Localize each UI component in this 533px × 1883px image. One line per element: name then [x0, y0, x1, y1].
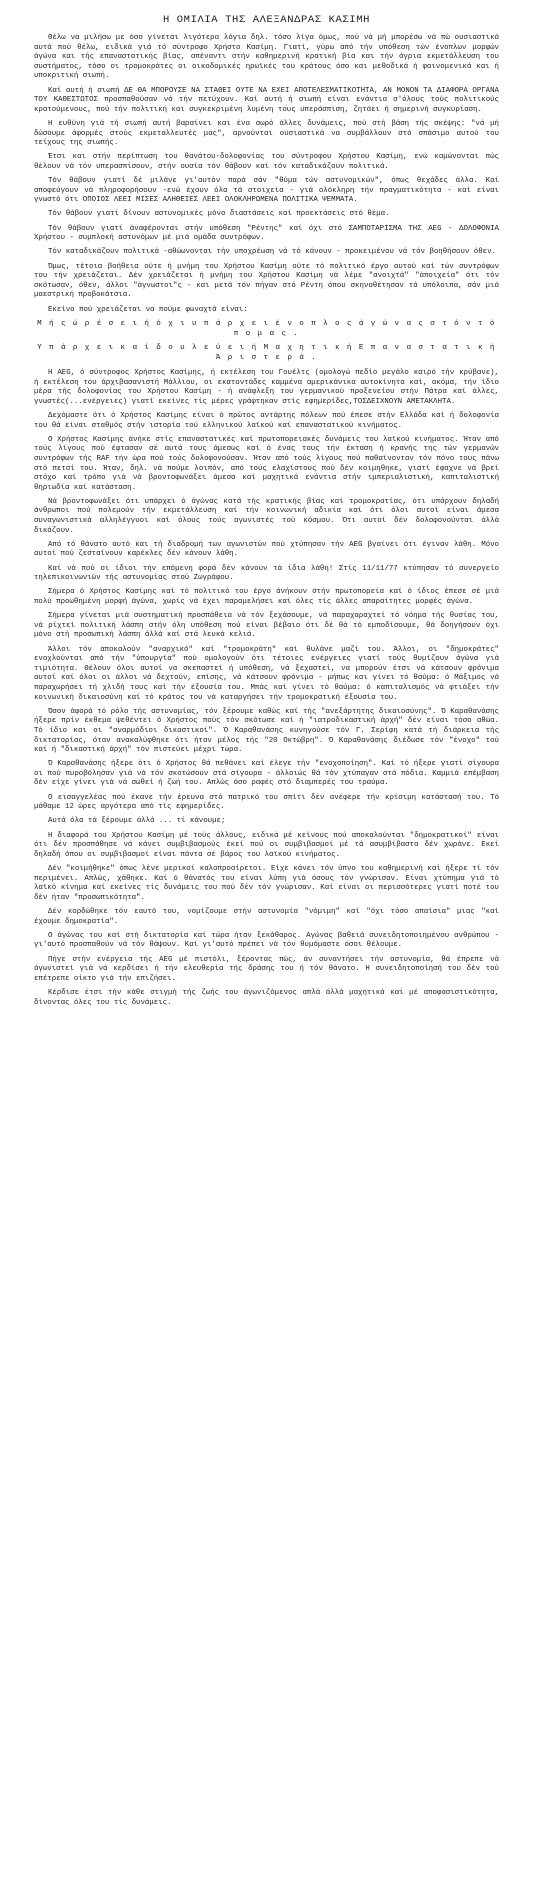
paragraph: Από τό θάνατο αυτό και τή διαδρομή των αγωνιστών πού χτύπησαν τήν ΑΕG βγαίνει ότι έγιναν λάθη. Μόνο αυτοί πού ζεσταίνουν καρέκλες δέν κάνουν λάθη. — [34, 540, 499, 559]
paragraph: Τόν θάβουν γιατί δέ μιλάνε γι'αυτόν παρά σάν "θύμα τών αστυνομικών", όπως θεχάδες άλλα. Καί αποφεύγουν νά πληροφορήσουν -ενώ έχουν όλα τά στοιχεία - γιά ολόκληρη τήν πραγματικότητα - καί είναι γνωστό ότι ΟΠΟΙΟΣ ΛΕΕΙ ΜΙΣΕΣ ΑΛΗΘΕΙΕΣ ΛΕΕΙ ΟΛΟΚΛΗΡΩΜΕΝΑ ΠΟΛΙΤΙΚΑ ΨΕΜΜΑΤΑ. — [34, 177, 499, 205]
paragraph: Καί αυτή ή σιωπή ΔΕ ΘΑ ΜΠΟΡΟΥΣΕ ΝΑ ΣΤΑΘΕΙ ΟΥΤΕ ΝΑ ΕΧΕΙ ΑΠΟΤΕΛΕΣΜΑΤΙΚΟΤΗΤΑ, ΑΝ ΜΟΝΟΝ ΤΑ ΔΙΑΦΟΡΑ ΟΡΓΑΝΑ ΤΟΥ ΚΑΘΕΣΤΩΤΟΣ προσπαθούσαν νά τήν πετύχουν. Καί αυτή ή σιωπή είναι ενάντια σ'όλους τούς πολιτικούς κρατούμενους, πού τήν πολιτική και συγκεκριμένη λυμένη τους υπεράσπιση, ζητάει ή σημερινή συγκυρίαση. — [34, 86, 499, 114]
paragraph: Σήμερα ό Χρήστος Κασίμης καί τό πολιτικό του έργο άνήκουν στήν πρωτοπορεία καί ό ίδιος έπεσε σέ μιά πολύ προωθημένη μορφή άγώνα, χωρίς νά έχει παραμελήσει καί όλες τίς άλλες απαραίτητες μορφές άγώνα. — [34, 588, 499, 606]
paragraph: Δέν κορδώθηκε τόν εαυτό του, νομίζουμε στήν αστυνομία "νόμιμη" καί "όχι τόσο απαίσια" μιας "καί έχουμε δημοκρατία". — [34, 907, 499, 926]
paragraph: Η ΑΕG, ό σύντροφος Χρήστος Κασίμης, ή εκτέλεση του Γουέλτς (ομολογώ πεδίο μεγάλο καιρό τήν κρύβανε), ή εκτέλεση του άρχιβασανιστή Μάλλιου, οι εκατοντάδες καμμένα αμερικάνικα αυτοκίνητα καί, ακόμα, τήν ίδιο μέρα τής δολοφονίας του Χρήστου Κασίμη - ή ανάφλεξη του γερμανικού προξενείου στήν Πάτρα καί άλλες, γνωστές(...ενέργειες) γιατί εκείνες τίς μέρες γράφτηκαν στίς εφημερίδες,ΤΟΣΔΕΙΧΝΟΥΝ ΑΜΕΤΑΚΛΗΤΑ. — [34, 368, 499, 406]
paragraph: Δέν "κοιμήθηκε" όπως λένε μερικοί καλοπροαίρετοι. Είχε κάνει τόν ύπνο του καθημερινή καί ήξερε τί τόν περιμένει. Απλώς, χάθηκε. Καί ό θάνατός του είναι λύπη γιά όσους τόν γνώρισαν. Είναι χτύπημα γιά τό λαϊκό κίνημα καί εκείνες τίς δυνάμεις του πού δέν τόν γνώρισαν. Καί είναι οι περισσότερες γιατί ποτέ του δέν ήταν "προσωπικότητα". — [34, 865, 499, 902]
paragraph: Τόν θάβουν γιατί άναφέρονται στήν υπόθεση "Ρέντης" καί όχι στό ΣΑΜΠΟΤΑΡΙΣΜΑ ΤΗΣ ΑΕG - ΔΟΛΟΦΟΝΙΑ Χρήστου - συμπλοκή αστυνόμων μέ μιά ομάδα συντρόφων. — [34, 224, 499, 243]
paragraph: Τόν καταδικάζουν πολιτικά -αθώωνονται τήν υποχρέωση νά τό κάνουν - προκειμένου νά τόν βοηθήσουν όθεν. — [48, 248, 496, 257]
spaced-statement: Μ ή ς ώ ρ έ σ ε ι ή ό χ ι υ π ά ρ χ ε ι έ ν ο π λ ο ς ά γ ώ ν α ς σ τ ό ν τ ό π ο μ α ς . — [37, 319, 496, 338]
paragraph: Ο άγώνας του καί στή δικτατορία καί τώρα ήταν ξεκάθαρος. Αγώνας βαθειά συνειδητοποιημένου ανθρώπου - γι'αυτό προσπαθούν νά τόν θάψουν. Καί γι'αυτό πρέπει νά τόν θυμόμαστε όσοι θέλουμε. — [34, 931, 499, 950]
paragraph: Καί νά πού οι ίδιοι τήν επόμενη φορά δέν κάνουν τά ίδια λάθη! Στίς 11/11/77 κτύπησαν τό συνεργείο τηλεπικοινωνιών τής αστυνομίας στού Ζωγράφου. — [34, 564, 499, 583]
document-title: Η ΟΜΙΛΙΑ ΤΗΣ ΑΛΕΞΑΝΔΡΑΣ ΚΑΣΙΜΗ — [162, 14, 371, 26]
paragraph: Πήγε στήν ενέργεια τής ΑΕG μέ πιστόλι, ξέροντας πώς, άν συναντήσει τήν αστυνομία, θά έπρεπε νά άγωνιστεί γιά νά κερδίσει ή τήν ελευθερία τής δράσης του ή τόν θάνατο. Η συνειδητοποίησή του δέν τού επέτρεπε οίκτο γιά τήν επιζήσει. — [34, 955, 499, 983]
paragraph: Δεχόμαστε ότι ό Χρήστος Κασίμης είναι ό πρώτος αντάρτης πόλεων πού έπεσε στήν Ελλάδα καί ή δολοφονία του θά είναι σταθμός στήν ιστορία τού ελληνικού λαϊκού καί επαναστατικού κινήματος. — [34, 411, 499, 430]
paragraph: Κέρδισε έτσι τήν κάθε στιγμή τής ζωής του άγωνιζόμενος απλά άλλά μαχητικά καί μέ αποφασιστικότητα, δίνοντας όλες του τίς δυνάμεις. — [34, 988, 499, 1007]
paragraph: Έτσι και στήν περίπτωση του θανάτου-δολοφονίας του σύντροφου Χρήστου Κασίμη, ενώ καμώνονται πώς θέλουν νά τόν υπερασπίσουν, στήν ουσία τόν θάβουν καί τόν καταδικάζουν πολιτικά. — [34, 153, 499, 171]
paragraph: Αυτά όλα τά ξέρουμε άλλά ... τί κάνουμε; — [48, 817, 226, 826]
paragraph: Σήμερα γίνεται μιά συστηματική προσπάθεια νά τόν ξεχάσουμε, νά παραχαραχτεί τό νόημα τής θυσίας του, νά ρίχτεί πολιτική λάσπη στήν όλη υπόθεση πού είναι βέβαιο ότι δέ θά τό εμποδίσουμε, θά δοηγήσουν όχι μόνο στή προσωπική λάσπη άλλά καί στά λευκά κελιά. — [34, 612, 499, 640]
paragraph: Η ευθύνη γιά τή σιωπή αυτή βαραίνει και ένα σωρό άλλες δυνάμεις, πού στή βάση τής σκέψης: "νά μή δώσουμε άφορμές στούς εκμεταλλευτές μας", αρνούνται ουσιαστικά να συμβάλλουν στό σπάσιμο αυτού του τείχους της σιωπής. — [34, 119, 499, 148]
paragraph: Ό Καραθανάσης ήξερε ότι ό Χρήστος θά πεθάνει καί έλεγε τήν "ενοχοποίηση". Καί τό ήξερε γιατί σίγουρα οι πού πυροβόλησαν γιά νά τόν σκοτώσουν στά σίγουρα - άλλοιώς θά τόν χτύπαγαν στά πόδια. Καμμιά επέμβαση δέν είχε γίνει γιά νά σωθεί ή ζωή του. Απλώς όσο ραφές στό διαμπερές του τραύμα. — [34, 760, 499, 788]
paragraph: Όσον άφορά τό ρόλο τής αστυνομίας, τόν ξέρουμε καθώς καί τής "ανεξάρτητης δικαιοσύνης". Ό Καραθανάσης ήξερε πρίν έκθεμα ψεθέντει ό Χρήστος πούς τόν σκότωσε καί ή "ιατροδικαστική άρχή" δέν είναι τόσο αθώα. Τό ίδιο και οι "αναρμόδιοι δικαστικοί". Ό Καραθανάσης κυνηγούσε τόν Γ. Σερίφη κατά τή διάρκεια τής δικτατορίας, όταν ανακαλύφθηκε ότι ήταν μέλος τής "20 Οκτώβρη". Ό Καραθανάσης διέδωσε τόν "ένοχο" τού καί ή "δικαστική άρχή" τόν πιστεύει μέχρι τώρα. — [34, 707, 499, 755]
paragraph: Ο εισαγγελέας πού έκανε τήν έρευνα στό πατρικό του σπίτι δέν ανέφερε τήν κρίσιμη κατάστασή του. Τό μάθαμε 12 ώρες αργότερα από τίς εφημερίδες. — [34, 793, 499, 812]
paragraph: Νά βροντοφωνάξει ότι υπάρχει ό άγώνας κατά τής κρατικής βίας καί τρομοκρατίας, ότι υπάρχουν δηλαδή άνθρωποι πού πολεμούν τήν εκμετάλλευση καί τήν κοινωνική αδικία καί ότι όλοι αυτοί είναι άμεσα συναγωνιστικά αλληλέγγυοι καί όλους τούς αγωνιστές τού κόσμου. Ότι αυτοί δέν δολοφονούνται άλλά δικάζουν. — [34, 497, 499, 535]
paragraph: Θέλω να μιλήσω με όσο γίνεται λιγότερα λόγια δηλ. τόσο λίγα όμως, πού νά μή μπορέσω νά πώ ουσιαστικά αυτά πού θέλω, ειδικά γιά τό σύντροφο Χρήστο Κασίμη. Γιατί, γύρω από τήν υπόθεση τών ένοπλων μορφών άγώνα και τής επαναστατικής βίας, απέναντι στήν καθημερινή κρατική βία και τήν άγρια εκμετάλλευση του συστήματος, τόσο οι τρομοκράτες οι οικοδομικές ηρωϊκές του κράτους όσο και μεθοδικά ή φαινομενικά και ή υποκριτική σιωπή. — [34, 34, 499, 81]
paragraph: Τόν θάβουν γιατί δίνουν αστυνομικές μόνο διαστάσεις καί προεκτάσεις στό θέμα. — [48, 210, 390, 219]
paragraph: Εκείνο πού χρειάζεται να πούμε φωναχτά είναι: — [48, 305, 248, 314]
spaced-statement: Υ π ά ρ χ ε ι κ α ί δ ο υ λ ε ύ ε ι ή Μ α χ η τ ι κ ή Ε π α ν α σ τ α τ ι κ ή Ά ρ ι σ τ ε ρ ά . — [37, 344, 496, 363]
paragraph: Άλλοι τόν αποκαλούν "αναρχικό" καί "τρομοκράτη" καί θυλάνε μαζί του. Άλλοι, οι "δημοκράτες" ενοχλούνται από τήν "ύπουργία" πού ομολογούν ότι τέτοιες ενέργειες γιατί τούς θυμίζουν άγώνα γιά τιμιότητα. Θέλουν όλοι αυτοί να σκεπαστεί ή υπόθεση, νά ξεχαστεί, να μπορούν έτσι νά κάτσουν φρόνιμα αυτοί καί όλοι οι άλλοι νά δεχτούν, επίσης, νά κάτσουν φρόνιμα - μήπως και γίνει τό θαύμα: ό Μάξιμος νά παραχωρήσει τή χλιδή τους καί τήν έξουσία του. Μπάς καί γίνει τό θαύμα: ό καπιταλισμός νά φτιάξει τήν κοινωνική δικαιοσύνη καί τό κράτος του νά καταργήσει τήν τρομοκρατική έξουσία του. — [34, 645, 499, 702]
paragraph: Ο Χρήστος Κασίμης άνήκε στίς επαναστατικές καί πρωτοπορειακές δυνάμεις του λαϊκού κινήματος. Ήταν από τούς λίγους πού έφτασαν σέ αυτά τους άμεσως καί ό ένας τους τήν έκταση ή κρανής της τών γερμανών συντρόφων τής RAF τήν ώρα πού τούς δολοφονούσαν. Ήταν από τούς λίγους πού παθαίνονταν τόν πόνο τους πάνω στό πετσί του. Ήταν, δηλ. νά πούμε λοιπόν, από τούς ελαχίστους πού δέν κοιμηθηκε, γιατί έφαχνε νά βρεί στόχο καί τρόπο γιά νά βροντοφωνάξει άμεσα καί μαχητικά ενάντια στήν ιμπεριαλιστική, καπιταλιστική θηριωδία καί κατάσταση. — [34, 435, 499, 492]
paragraph: Όμως, τέτοια βοήθεια ούτε ή μνήμη του Χρήστου Κασίμη ούτε τό πολιτικό έργο αυτού καί τών συντρόφων του τήν χρειάζεται. Δέν χρειάζεται ή μνήμη του Χρήστου Κασίμη νά λέμε "ανοιχτά" "άποιχεία" ότι τόν σκότωσαν, όθεν, άλλοι "άγνωστοι"ς - και μετά τόν πήγαν στό Ρέντη όπου σκηνοθέτησαν τά υπόλοιπα, σάν μιά μαεστρική προβοκάτσια. — [34, 262, 499, 300]
paragraph: Η διαφορά του Χρήστου Κασίμη μέ τούς άλλους, ειδικά μέ κείνους πού αποκαλούνται "δημοκρατικοί" είναι ότι δέν προσπάθησε νά κάνει συμβιβασμούς έκεί πού οι συμβιβασμοί μέ τά ασυμβίβαστα δέν χωράνε. Εκεί δηλαδή όπου οι συμβιβασμοί είναι πάντα σέ βάρος του λαϊκού κινήματος. — [34, 831, 499, 859]
